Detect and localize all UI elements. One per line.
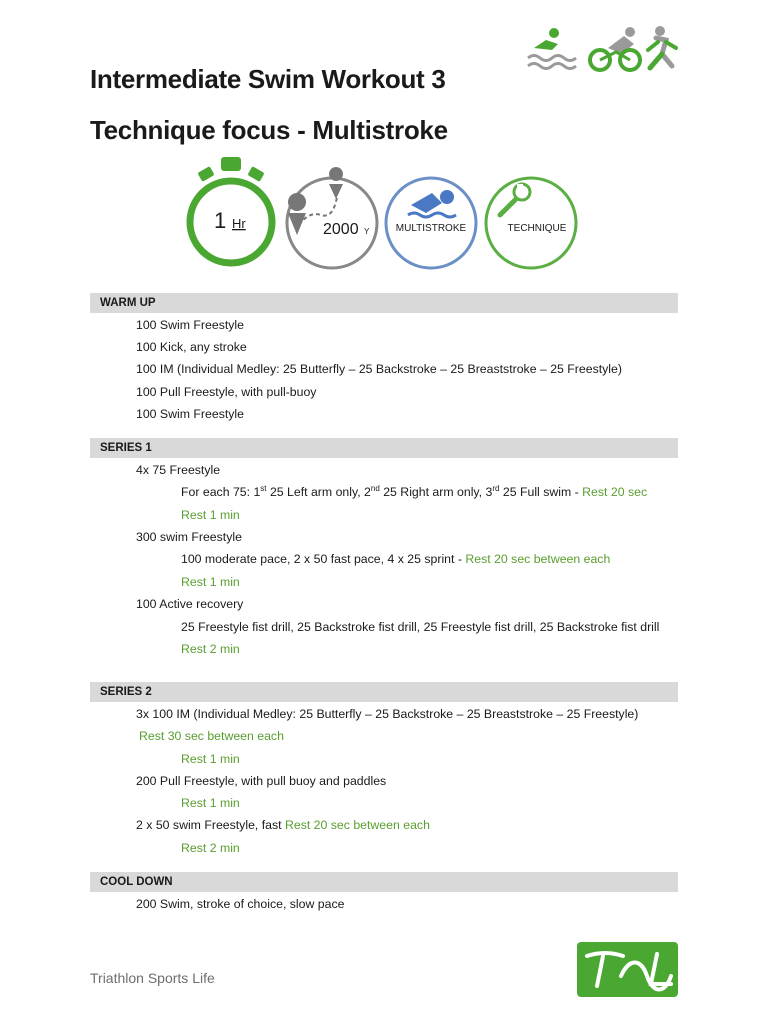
series1-set-detail: 25 Freestyle fist drill, 25 Backstroke fist drill, 25 Freestyle fist drill, 25 Backstroke fist drill xyxy=(181,620,660,634)
rest-text: Rest 1 min xyxy=(181,752,240,766)
tsl-logo-icon xyxy=(577,942,678,997)
series1-set-detail xyxy=(181,485,647,499)
swimmer-icon xyxy=(528,28,576,69)
detail-text: 100 moderate pace, 2 x 50 fast pace, 4 x 25 sprint - xyxy=(181,552,466,566)
stroke-label: MULTISTROKE xyxy=(395,223,467,234)
rest-text: Rest 1 min xyxy=(181,508,240,522)
page-subtitle: Technique focus - Multistroke xyxy=(90,115,448,145)
warmup-heading: WARM UP xyxy=(90,293,678,313)
ordinal: rd xyxy=(492,483,500,493)
series2-set: 200 Pull Freestyle, with pull buoy and paddles xyxy=(136,774,387,788)
rest-text: Rest 1 min xyxy=(181,575,240,589)
rest-text: Rest 30 sec between each xyxy=(139,729,284,743)
series1-set: 100 Active recovery xyxy=(136,597,244,611)
rest-text: Rest 20 sec between each xyxy=(465,552,611,566)
ordinal: st xyxy=(260,483,267,493)
stopwatch-icon xyxy=(190,157,272,263)
series2-set: 3x 100 IM (Individual Medley: 25 Butterfly – 25 Backstroke – 25 Breaststroke – 25 Freestyle) xyxy=(136,707,639,721)
cooldown-line: 200 Swim, stroke of choice, slow pace xyxy=(136,897,345,911)
cyclist-icon xyxy=(590,27,640,70)
series2-set xyxy=(136,818,430,832)
ordinal: nd xyxy=(370,483,380,493)
rest-text: Rest 2 min xyxy=(181,841,240,855)
series1-heading: SERIES 1 xyxy=(90,438,678,458)
runner-icon xyxy=(648,26,676,68)
distance-unit: Y xyxy=(364,227,370,236)
warmup-line: 100 IM (Individual Medley: 25 Butterfly – 25 Backstroke – 25 Breaststroke – 25 Freestyle) xyxy=(136,362,622,376)
brand-logo xyxy=(577,942,678,997)
workout-badges xyxy=(186,155,578,275)
cooldown-heading: COOL DOWN xyxy=(90,872,678,892)
multistroke-badge xyxy=(386,178,476,268)
time-unit: Hr xyxy=(232,216,246,231)
distance-badge xyxy=(287,167,377,268)
rest-text: Rest 1 min xyxy=(181,796,240,810)
series1-set: 4x 75 Freestyle xyxy=(136,463,221,477)
series2-heading: SERIES 2 xyxy=(90,682,678,702)
detail-text: 25 Left arm only, 2 xyxy=(266,485,371,499)
time-value: 1 xyxy=(214,208,227,233)
detail-text: 25 Full swim - xyxy=(499,485,583,499)
warmup-line: 100 Swim Freestyle xyxy=(136,318,244,332)
detail-text: For each 75: 1 xyxy=(181,485,261,499)
warmup-line: 100 Kick, any stroke xyxy=(136,340,247,354)
warmup-line: 100 Pull Freestyle, with pull-buoy xyxy=(136,385,317,399)
focus-label: TECHNIQUE xyxy=(507,223,567,234)
set-text: 2 x 50 swim Freestyle, fast xyxy=(136,818,285,832)
distance-value: 2000 xyxy=(323,221,359,238)
series1-set-detail xyxy=(181,552,610,566)
footer-brand: Triathlon Sports Life xyxy=(90,970,215,986)
rest-text: Rest 20 sec between each xyxy=(284,818,430,832)
rest-text: Rest 2 min xyxy=(181,642,240,656)
rest-text: Rest 20 sec xyxy=(582,485,648,499)
page-title: Intermediate Swim Workout 3 xyxy=(90,64,446,94)
detail-text: 25 Right arm only, 3 xyxy=(379,485,493,499)
series1-set: 300 swim Freestyle xyxy=(136,530,242,544)
warmup-line: 100 Swim Freestyle xyxy=(136,407,244,421)
technique-badge xyxy=(486,178,576,268)
triathlon-icons xyxy=(526,26,678,72)
